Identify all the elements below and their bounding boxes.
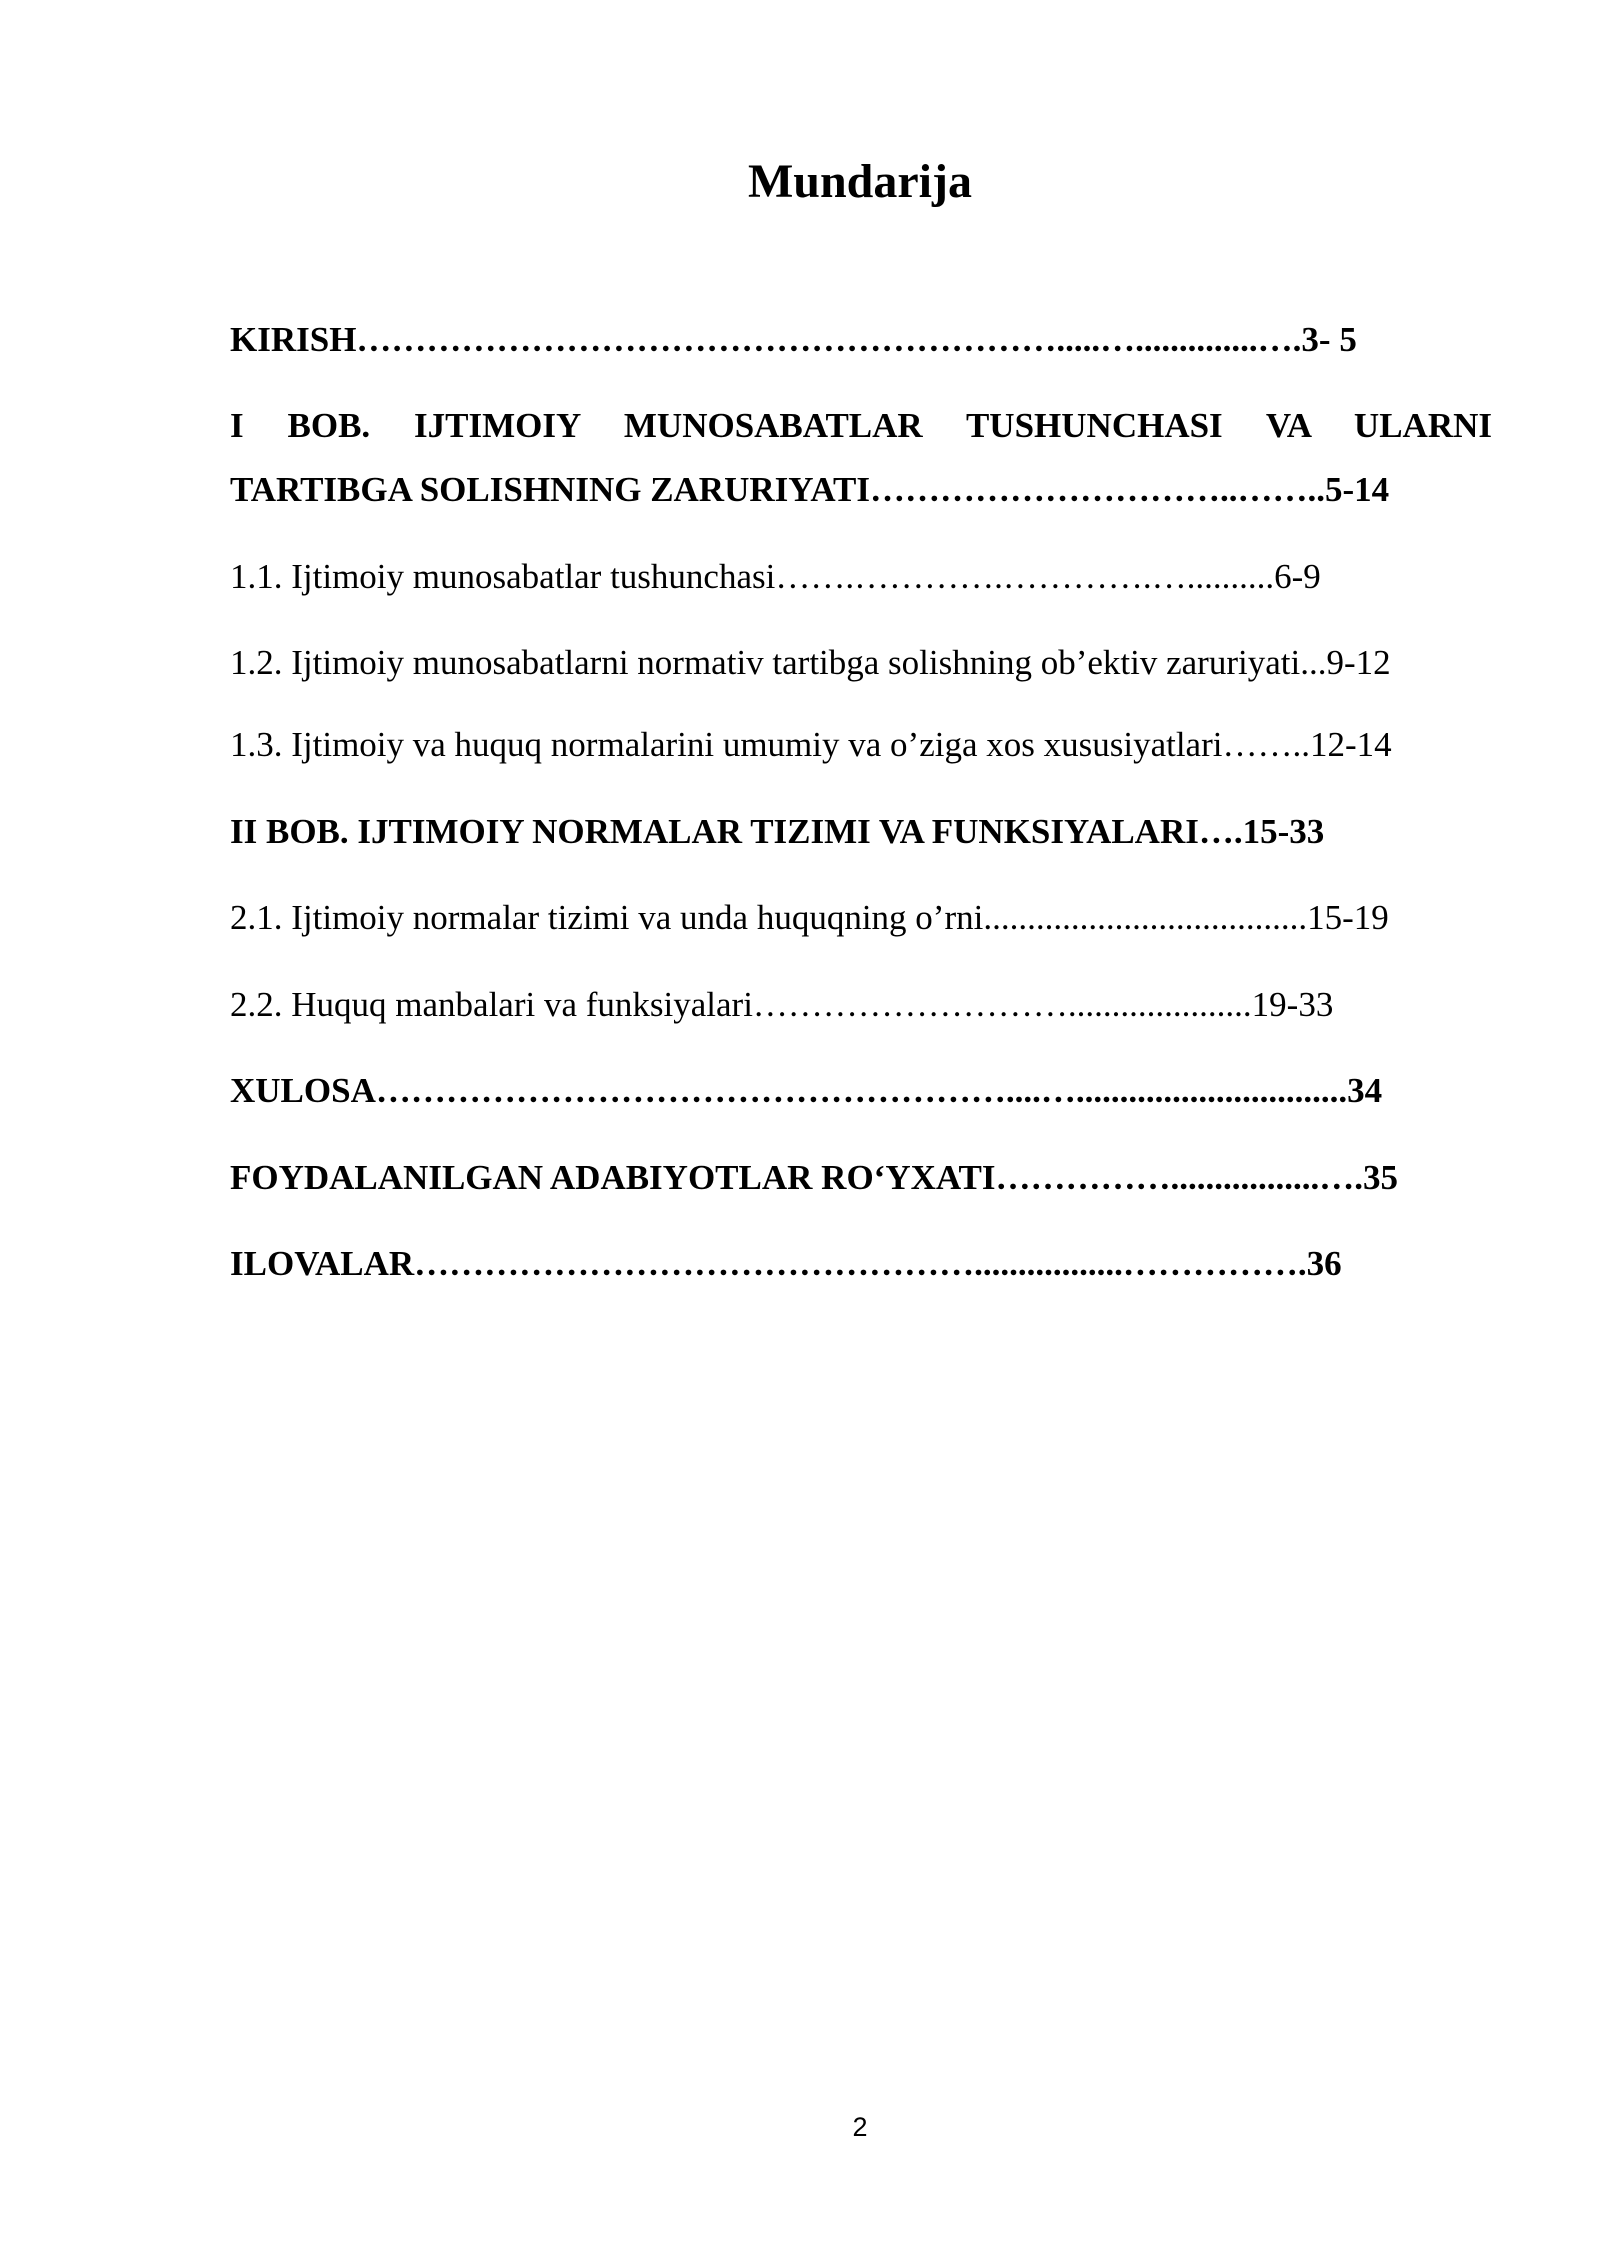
toc-entry-section-1-1: 1.1. Ijtimoiy munosabatlar tushunchasi…….………….………….…..........6-9: [230, 557, 1321, 596]
toc-entry-section-2-2: 2.2. Huquq manbalari va funksiyalari……………………….....................19-33: [230, 985, 1334, 1024]
toc-entry-section-1-2: 1.2. Ijtimoiy munosabatlarni normativ tartibga solishning ob’ektiv zaruriyati...9-12: [230, 643, 1391, 682]
toc-entry-ilovalar: ILOVALAR………………………………………….................…………….36: [230, 1244, 1342, 1283]
page-number: 2: [852, 2112, 868, 2142]
toc-entry-xulosa: XULOSA………………………………………………....…...............................34: [230, 1071, 1383, 1110]
toc-entry-section-2-1: 2.1. Ijtimoiy normalar tizimi va unda huquqning o’rni.....................................15-19: [230, 898, 1389, 937]
page-title: Mundarija: [747, 155, 972, 208]
toc-entry-section-1-3: 1.3. Ijtimoiy va huquq normalarini umumiy va o’ziga xos xususiyatlari……..12-14: [230, 725, 1392, 764]
toc-entry-chapter1-line2: TARTIBGA SOLISHNING ZARURIYATI…………………………..……..5-14: [230, 470, 1390, 509]
toc-entry-chapter1-line1: I BOB. IJTIMOIY MUNOSABATLAR TUSHUNCHASI VA ULARNI: [230, 406, 1492, 445]
toc-entry-chapter2: II BOB. IJTIMOIY NORMALAR TIZIMI VA FUNKSIYALARI….15-33: [230, 812, 1325, 851]
toc-entry-kirish: KIRISH…………………………………………………….....…..............….3- 5: [230, 320, 1357, 359]
toc-entry-foydalanilgan-adabiyotlar: FOYDALANILGAN ADABIYOTLAR RO‘YXATI…………….................….35: [230, 1158, 1399, 1197]
